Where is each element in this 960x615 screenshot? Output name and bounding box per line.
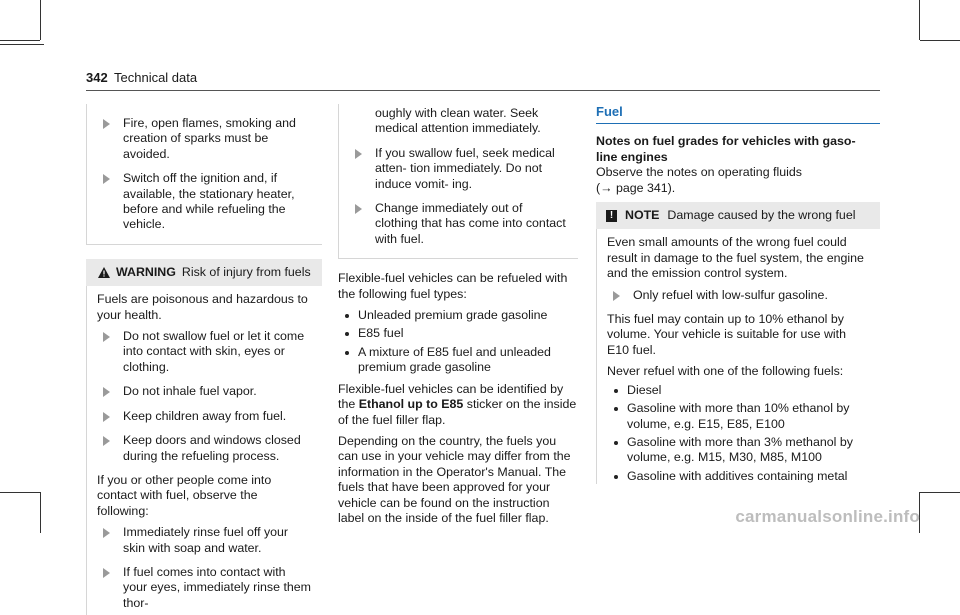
continued-text: oughly with clean water. Seek medical attention immediately. [375, 106, 541, 136]
list-item: Unleaded premium grade gasoline [338, 308, 578, 323]
arrow-icon [613, 291, 620, 301]
crop-mark [40, 492, 41, 533]
list-item: Gasoline with additives containing metal [607, 469, 870, 484]
crop-mark [0, 40, 40, 41]
sticker-name: Ethanol up to E85 [358, 397, 464, 412]
bullet-icon [614, 389, 618, 393]
warning-triangle-icon [98, 267, 110, 278]
list-item: Gasoline with more than 3% methanol by volume, e.g. M15, M30, M85, M100 [607, 435, 870, 466]
column-3 [596, 104, 880, 487]
bullet-icon [614, 441, 618, 445]
watermark: carmanualsonline.info [735, 507, 920, 526]
arrow-icon [103, 412, 110, 422]
warning-body [86, 286, 322, 615]
page-number: 342 [86, 70, 108, 85]
crop-mark [919, 0, 920, 40]
arrow-icon [103, 119, 110, 129]
note-title: Damage caused by the wrong fuel [667, 208, 856, 223]
list-item: Immediately rinse fuel off your skin with soap and water. [97, 525, 312, 556]
column-1 [86, 104, 322, 615]
note-label: NOTE [625, 208, 660, 223]
arrow-icon [103, 174, 110, 184]
observe-text: Observe the notes on operating fluids [596, 165, 802, 180]
flex-intro: Flexible-fuel vehicles can be refueled with the following fuel types: [338, 271, 568, 301]
crop-mark [40, 0, 41, 40]
warning-continued [338, 104, 578, 259]
bullet-icon [345, 314, 349, 318]
arrow-icon [103, 436, 110, 446]
list-item: Keep children away from fuel. [97, 409, 312, 424]
instruction-box [86, 104, 322, 245]
note-text: Even small amounts of the wrong fuel could result in damage to the fuel system, the engine and the emission control system. [607, 235, 864, 281]
bullet-icon [345, 332, 349, 336]
note-body [596, 229, 880, 484]
list-item: Diesel [607, 383, 870, 398]
list-item: A mixture of E85 fuel and unleaded premium grade gasoline [338, 345, 578, 376]
crop-mark [920, 492, 960, 493]
column-2 [338, 104, 578, 532]
list-item: If fuel comes into contact with your eyes, immediately rinse them thor- [97, 565, 312, 611]
subsection-title: Notes on fuel grades for vehicles with gaso- line engines [596, 134, 856, 164]
crop-mark [0, 44, 44, 45]
list-item: Do not inhale fuel vapor. [97, 384, 312, 399]
crop-mark [920, 40, 960, 41]
contact-text: If you or other people come into contact with fuel, observe the following: [97, 472, 272, 518]
list-item: Switch off the ignition and, if available, the stationary heater, before and while refueling the vehicle. [97, 171, 312, 233]
list-item: Gasoline with more than 10% ethanol by volume, e.g. E15, E85, E100 [607, 401, 870, 432]
warning-intro: Fuels are poisonous and hazardous to your health. [97, 292, 308, 322]
list-item: If you swallow fuel, seek medical atten- tion immediately. Do not induce vomit- ing. [349, 146, 568, 192]
arrow-icon [103, 568, 110, 578]
list-item: Do not swallow fuel or let it come into contact with skin, eyes or clothing. [97, 329, 312, 375]
bullet-icon [614, 407, 618, 411]
country-text: Depending on the country, the fuels you can use in your vehicle may differ from the information in the Operator's Manual. The fuels that have been approved for your vehicle can be found on the instruction label on the inside of the fuel filler flap. [338, 433, 571, 525]
warning-header [86, 259, 322, 286]
arrow-icon [103, 387, 110, 397]
never-text: Never refuel with one of the following fuels: [607, 364, 844, 379]
exclamation-icon: ! [606, 210, 617, 222]
list-item: Fire, open flames, smoking and creation of sparks must be avoided. [97, 116, 312, 162]
crop-mark [0, 492, 40, 493]
bullet-icon [345, 351, 349, 355]
section-title: Fuel [596, 104, 880, 124]
list-item: Keep doors and windows closed during the refueling process. [97, 433, 312, 464]
list-item: E85 fuel [338, 326, 578, 341]
header-rule [86, 90, 880, 91]
arrow-icon [355, 149, 362, 159]
bullet-icon [614, 475, 618, 479]
section-header: Technical data [114, 70, 198, 85]
page-reference[interactable]: (→ page 341). [596, 180, 676, 195]
warning-title: Risk of injury from fuels [181, 264, 311, 279]
list-item: Change immediately out of clothing that has come into contact with fuel. [349, 201, 568, 247]
list-item: Only refuel with low-sulfur gasoline. [607, 288, 870, 303]
arrow-icon [103, 528, 110, 538]
arrow-icon [103, 332, 110, 342]
e10-text: This fuel may contain up to 10% ethanol by volume. Your vehicle is suitable for use with E10 fuel. [607, 312, 846, 357]
note-header [596, 202, 880, 229]
warning-label: WARNING [116, 264, 176, 279]
identify-text: Flexible-fuel vehicles can be identified by the Ethanol up to E85 sticker on the inside of the fuel filler flap. [338, 381, 577, 427]
arrow-icon [355, 204, 362, 214]
